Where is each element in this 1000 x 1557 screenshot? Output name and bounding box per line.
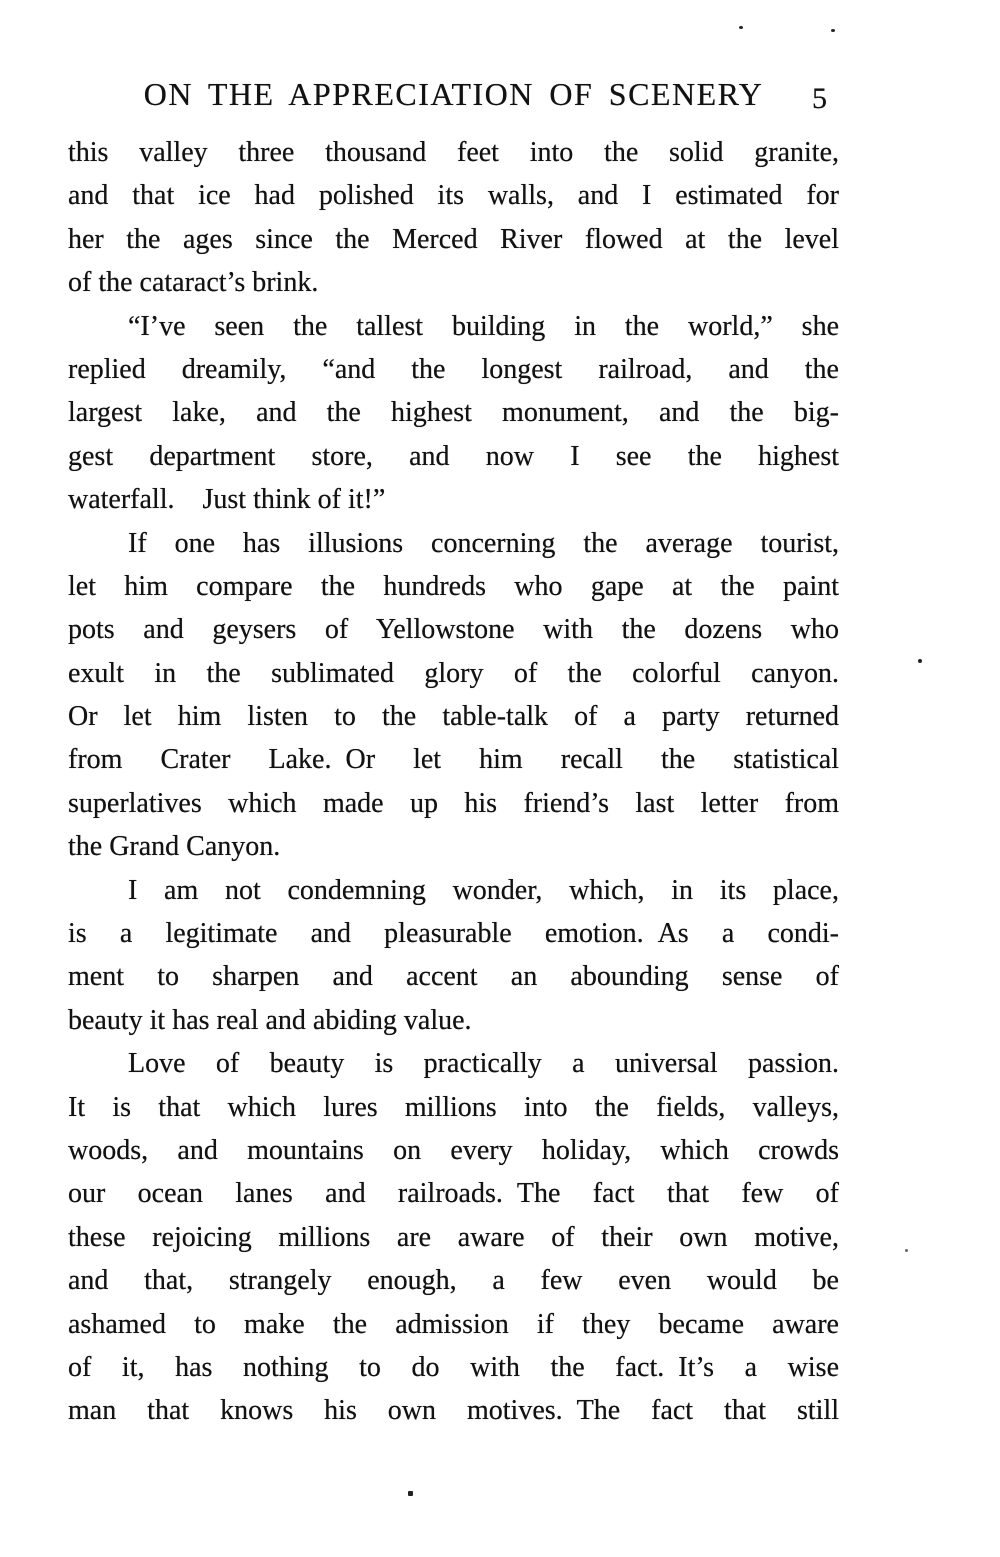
page-header [68,76,839,116]
text-line: is a legitimate and pleasurable emotion. As a condi- [68,918,839,950]
paragraph [68,131,839,305]
text-line: her the ages since the Merced River flowed at the level [68,223,839,255]
text-line: gest department store, and now I see the highest [68,440,839,472]
text-line: “I’ve seen the tallest building in the world,” she [128,310,839,342]
text-line: Or let him listen to the table-talk of a party returned [68,701,839,733]
paragraph [68,1042,839,1433]
text-line: replied dreamily, “and the longest railroad, and the [68,353,839,385]
text-line: ment to sharpen and accent an abounding sense of [68,961,839,993]
text-line: waterfall. Just think of it!” [68,484,386,516]
text-line: of it, has nothing to do with the fact. It’s a wise [68,1351,839,1383]
paragraph [68,522,839,869]
scan-speck [918,659,922,663]
scan-speck [408,1491,413,1496]
text-line: largest lake, and the highest monument, and the big- [68,397,839,429]
text-line: superlatives which made up his friend’s last letter from [68,787,839,819]
text-line: ashamed to make the admission if they became aware [68,1308,839,1340]
text-line: let him compare the hundreds who gape at the paint [68,570,839,602]
text-line: and that ice had polished its walls, and I estimated for [68,180,839,212]
scan-speck [905,1249,908,1252]
text-line: these rejoicing millions are aware of their own motive, [68,1221,839,1253]
text-line: If one has illusions concerning the average tourist, [128,527,839,559]
text-line: Love of beauty is practically a universal passion. [128,1048,839,1080]
paragraph [68,305,839,522]
text-line: our ocean lanes and railroads. The fact that few of [68,1178,839,1210]
text-line: pots and geysers of Yellowstone with the dozens who [68,614,839,646]
text-line: I am not condemning wonder, which, in its place, [128,874,839,906]
text-line: beauty it has real and abiding value. [68,1004,472,1036]
scan-speck [831,29,835,32]
page-body [68,131,839,1433]
running-head-title: ON THE APPRECIATION OF SCENERY [143,76,764,112]
text-line: man that knows his own motives. The fact that still [68,1395,839,1427]
text-line: the Grand Canyon. [68,831,281,863]
paragraph [68,869,839,1043]
text-line: of the cataract’s brink. [68,267,319,299]
scan-speck [739,26,743,29]
page-number: 5 [812,82,827,115]
text-line: exult in the sublimated glory of the colorful canyon. [68,657,839,689]
text-line: and that, strangely enough, a few even would be [68,1265,839,1297]
text-line: this valley three thousand feet into the solid granite, [68,137,839,168]
text-line: woods, and mountains on every holiday, which crowds [68,1134,839,1166]
text-line: from Crater Lake. Or let him recall the statistical [68,744,839,776]
text-line: It is that which lures millions into the fields, valleys, [68,1091,839,1123]
